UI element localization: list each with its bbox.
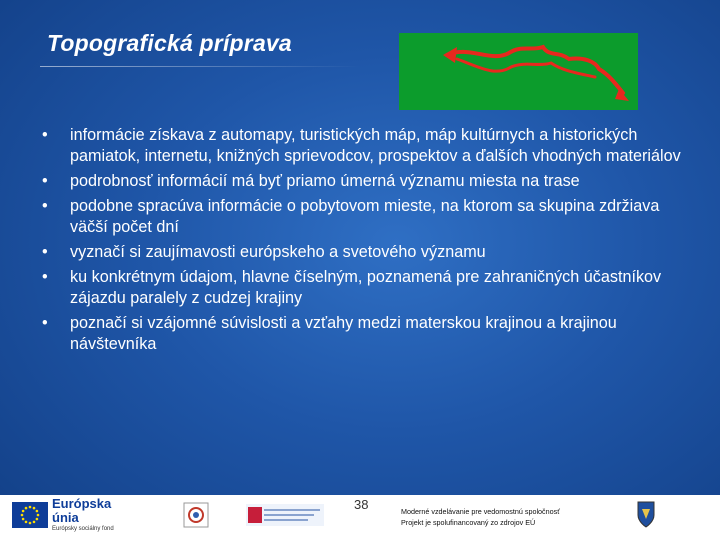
bullet-list bbox=[42, 125, 692, 359]
eu-logo-name: Európska únia bbox=[52, 496, 112, 525]
partner-logo-icon bbox=[183, 501, 209, 529]
footer-bar bbox=[0, 495, 720, 540]
title-underline bbox=[40, 66, 360, 67]
footer-text bbox=[401, 506, 560, 528]
bullet-item: • poznačí si vzájomné súvislosti a vzťahy medzi materskou krajinou a krajinou návštevníka bbox=[42, 314, 617, 353]
footer-line-2: Projekt je spolufinancovaný zo zdrojov EÚ bbox=[401, 518, 536, 527]
bullet-item: • ku konkrétnym údajom, hlavne číselným, poznamená pre zahraničných účastníkov zájazdu paralely z cudzej krajiny bbox=[42, 268, 662, 307]
slide-title: Topografická príprava bbox=[47, 30, 292, 56]
bullet-item: • vyznačí si zaujímavosti európskeho a svetového významu bbox=[42, 243, 486, 261]
bullet-item: • podrobnosť informácií má byť priamo úmerná významu miesta na trase bbox=[42, 172, 580, 190]
footer-line-1: Moderné vzdelávanie pre vedomostnú spoločnosť bbox=[401, 507, 560, 516]
eu-logo bbox=[12, 496, 134, 532]
ministry-logo-icon bbox=[246, 501, 324, 529]
route-arrow-map-icon bbox=[399, 33, 638, 110]
eu-flag-icon bbox=[12, 502, 48, 528]
route-map-image bbox=[399, 33, 638, 110]
bullet-item: • informácie získava z automapy, turistických máp, máp kultúrnych a historických pamiatok, internetu, knižných sprievodcov, prospektov a ďalších vhodných materiálov bbox=[42, 126, 681, 165]
crest-icon bbox=[636, 499, 656, 529]
bullet-item: • podobne spracúva informácie o pobytovom mieste, na ktorom sa skupina zdržiava väčší počet dní bbox=[42, 197, 660, 236]
page-number: 38 bbox=[354, 497, 369, 512]
eu-logo-fund: Európsky sociálny fond bbox=[52, 526, 114, 532]
